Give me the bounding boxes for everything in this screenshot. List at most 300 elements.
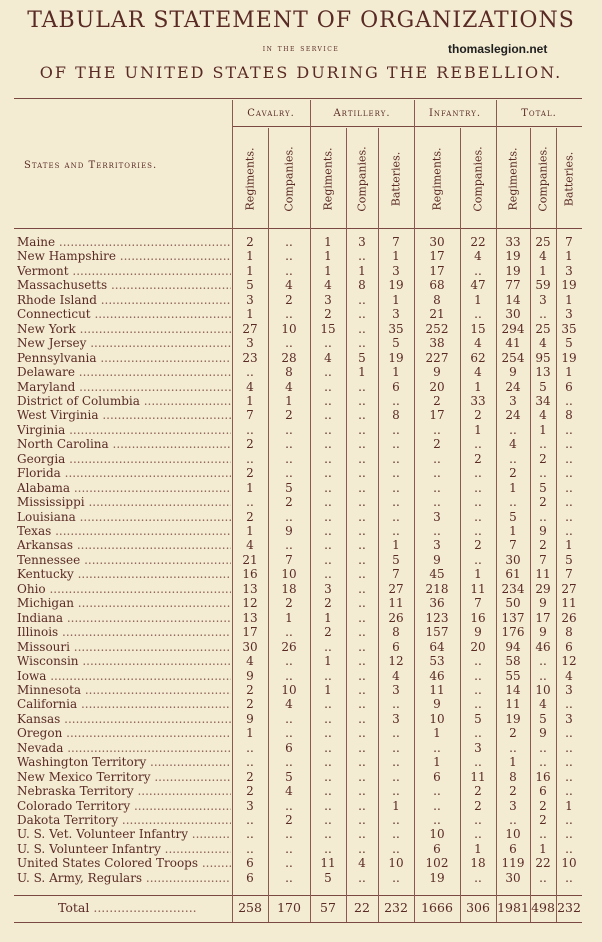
table-cell: 1 <box>565 798 573 813</box>
table-cell: 252 <box>425 321 449 336</box>
table-cell: .. <box>358 711 366 726</box>
table-row <box>0 871 602 886</box>
table-cell: .. <box>246 422 254 437</box>
table-cell: 6 <box>285 740 293 755</box>
table-cell: .. <box>392 726 400 741</box>
table-cell: 3 <box>509 393 517 408</box>
table-cell: 102 <box>425 856 449 871</box>
state-name: Connecticut ..... <box>17 307 231 322</box>
table-cell: 2 <box>285 813 293 827</box>
table-cell: 2 <box>539 495 547 510</box>
table-cell: 3 <box>392 682 400 697</box>
total-cell: 232 <box>557 900 581 915</box>
table-cell: 26 <box>388 610 404 625</box>
table-cell: .. <box>324 408 332 423</box>
table-cell: 2 <box>246 784 254 799</box>
table-cell: 3 <box>358 235 366 249</box>
state-name: West Virginia ..... <box>17 408 231 423</box>
table-cell: 1 <box>433 726 441 741</box>
table-cell: 11 <box>470 769 486 784</box>
table-cell: 2 <box>285 292 293 307</box>
table-cell: 22 <box>470 235 486 249</box>
table-cell: 1 <box>285 393 293 408</box>
total-cell: 170 <box>277 900 301 915</box>
subheader: Companies. <box>536 146 550 212</box>
title-line-3: OF THE UNITED STATES DURING THE REBELLION. <box>39 63 563 82</box>
table-row <box>0 481 602 496</box>
table-cell: 1 <box>324 654 332 669</box>
table-cell: 1 <box>324 263 332 278</box>
table-row <box>0 712 602 727</box>
table-cell: 2 <box>539 538 547 553</box>
table-row <box>0 741 602 756</box>
table-cell: .. <box>358 307 366 322</box>
table-cell: .. <box>285 263 293 278</box>
table-cell: .. <box>246 841 254 856</box>
table-cell: 9 <box>509 365 517 380</box>
table-cell: .. <box>392 451 400 466</box>
state-name: North Carolina ..... <box>17 437 231 452</box>
table-cell: .. <box>539 870 547 885</box>
table-cell: .. <box>433 422 441 437</box>
table-cell: 26 <box>561 610 577 625</box>
table-cell: .. <box>324 711 332 726</box>
table-cell: .. <box>285 422 293 437</box>
table-cell: .. <box>285 451 293 466</box>
table-cell: 1 <box>392 798 400 813</box>
table-cell: 28 <box>281 350 297 365</box>
table-cell: 19 <box>388 278 404 293</box>
table-cell: 1 <box>474 422 482 437</box>
table-cell: 3 <box>324 292 332 307</box>
table-cell: 1 <box>246 726 254 741</box>
table-cell: .. <box>539 509 547 524</box>
table-cell: 9 <box>539 625 547 640</box>
table-cell: .. <box>285 798 293 813</box>
table-cell: 1 <box>474 379 482 394</box>
group-rule <box>232 126 582 127</box>
table-cell: 3 <box>392 711 400 726</box>
table-cell: 9 <box>246 668 254 683</box>
table-cell: 5 <box>539 711 547 726</box>
table-cell: 46 <box>535 639 551 654</box>
table-cell: .. <box>358 437 366 452</box>
table-cell: .. <box>285 336 293 351</box>
state-name: U. S. Army, Regulars ..... <box>17 871 231 886</box>
table-cell: .. <box>358 292 366 307</box>
table-row <box>0 770 602 785</box>
table-row <box>0 697 602 712</box>
table-cell: 2 <box>433 393 441 408</box>
table-cell: 10 <box>561 856 577 871</box>
table-cell: 10 <box>535 682 551 697</box>
table-row <box>0 842 602 857</box>
table-cell: 1 <box>474 567 482 582</box>
table-cell: 2 <box>324 625 332 640</box>
table-cell: 8 <box>285 365 293 380</box>
table-cell: 4 <box>246 379 254 394</box>
table-cell: 35 <box>561 321 577 336</box>
table-cell: 6 <box>392 639 400 654</box>
table-cell: .. <box>324 697 332 712</box>
state-name: New York ..... <box>17 322 231 337</box>
table-cell: 30 <box>505 552 521 567</box>
table-cell: 35 <box>388 321 404 336</box>
table-cell: 2 <box>474 538 482 553</box>
table-cell: 19 <box>505 249 521 264</box>
table-cell: .. <box>246 365 254 380</box>
table-cell: 8 <box>509 769 517 784</box>
table-cell: 9 <box>433 552 441 567</box>
table-cell: .. <box>324 813 332 827</box>
table-row <box>0 799 602 814</box>
table-cell: 1 <box>246 393 254 408</box>
state-name: California ..... <box>17 697 231 712</box>
table-cell: .. <box>392 393 400 408</box>
table-cell: .. <box>392 841 400 856</box>
table-cell: .. <box>358 769 366 784</box>
table-cell: 38 <box>429 336 445 351</box>
table-cell: .. <box>285 841 293 856</box>
table-cell: 1 <box>246 249 254 264</box>
table-cell: 4 <box>539 336 547 351</box>
table-cell: .. <box>358 610 366 625</box>
total-cell: 232 <box>384 900 408 915</box>
header-total: Total. <box>521 108 557 119</box>
table-cell: 15 <box>320 321 336 336</box>
table-cell: 55 <box>505 668 521 683</box>
table-row <box>0 278 602 293</box>
table-cell: .. <box>324 393 332 408</box>
table-cell: .. <box>285 437 293 452</box>
state-name: Wisconsin ..... <box>17 654 231 669</box>
table-cell: 1 <box>246 480 254 495</box>
table-cell: .. <box>246 813 254 827</box>
table-cell: .. <box>392 480 400 495</box>
state-name: Mississippi ..... <box>17 495 231 510</box>
table-cell: 30 <box>429 235 445 249</box>
table-cell: .. <box>358 668 366 683</box>
subheader: Regiments. <box>321 147 335 211</box>
table-cell: .. <box>392 437 400 452</box>
table-cell: 2 <box>285 596 293 611</box>
table-cell: 1 <box>539 263 547 278</box>
total-cell: 57 <box>320 900 336 915</box>
table-cell: 7 <box>539 552 547 567</box>
table-cell: 25 <box>535 235 551 249</box>
table-cell: 1 <box>509 480 517 495</box>
table-cell: 19 <box>505 263 521 278</box>
table-cell: 11 <box>505 697 521 712</box>
table-cell: 58 <box>505 654 521 669</box>
table-cell: .. <box>324 668 332 683</box>
state-name: Virginia ..... <box>17 423 231 438</box>
table-cell: 6 <box>433 769 441 784</box>
table-cell: .. <box>474 755 482 770</box>
table-cell: .. <box>474 307 482 322</box>
table-cell: 3 <box>246 336 254 351</box>
table-cell: .. <box>392 524 400 538</box>
table-cell: 5 <box>392 336 400 351</box>
table-cell: .. <box>392 870 400 885</box>
table-cell: .. <box>285 249 293 264</box>
table-cell: .. <box>246 495 254 510</box>
state-name: Maryland ..... <box>17 380 231 395</box>
top-rule <box>14 98 582 99</box>
table-cell: 1 <box>246 524 254 538</box>
table-cell: 5 <box>246 278 254 293</box>
table-cell: 27 <box>242 321 258 336</box>
table-cell: 2 <box>509 726 517 741</box>
table-cell: .. <box>358 682 366 697</box>
table-cell: 4 <box>474 249 482 264</box>
table-cell: 45 <box>429 567 445 582</box>
table-cell: .. <box>324 841 332 856</box>
table-cell: 8 <box>433 292 441 307</box>
table-cell: 30 <box>505 307 521 322</box>
table-row <box>0 611 602 626</box>
table-cell: .. <box>358 393 366 408</box>
table-cell: 2 <box>246 466 254 481</box>
table-cell: 2 <box>539 451 547 466</box>
table-cell: 1 <box>392 292 400 307</box>
table-cell: 3 <box>392 307 400 322</box>
table-cell: 6 <box>433 841 441 856</box>
table-cell: 7 <box>246 408 254 423</box>
table-cell: 4 <box>474 365 482 380</box>
table-cell: 2 <box>539 813 547 827</box>
table-cell: 24 <box>505 408 521 423</box>
table-cell: .. <box>285 856 293 871</box>
table-cell: .. <box>358 827 366 842</box>
table-cell: .. <box>474 682 482 697</box>
table-cell: 1 <box>565 292 573 307</box>
table-cell: .. <box>358 422 366 437</box>
table-cell: 2 <box>474 798 482 813</box>
table-cell: 4 <box>358 856 366 871</box>
table-cell: .. <box>565 755 573 770</box>
state-name: U. S. Vet. Volunteer Infantry ..... <box>17 827 231 842</box>
table-cell: .. <box>392 697 400 712</box>
table-cell: .. <box>324 422 332 437</box>
table-row <box>0 827 602 842</box>
table-row <box>0 365 602 380</box>
table-cell: .. <box>358 509 366 524</box>
table-cell: 12 <box>561 654 577 669</box>
table-cell: 3 <box>509 798 517 813</box>
table-cell: .. <box>474 726 482 741</box>
table-cell: 22 <box>535 856 551 871</box>
table-cell: 1 <box>324 235 332 249</box>
table-cell: 10 <box>388 856 404 871</box>
table-cell: .. <box>474 552 482 567</box>
table-cell: 12 <box>388 654 404 669</box>
state-name: Iowa ..... <box>17 669 231 684</box>
table-cell: .. <box>358 870 366 885</box>
table-cell: 19 <box>388 350 404 365</box>
table-cell: 1 <box>565 249 573 264</box>
table-cell: 4 <box>539 697 547 712</box>
table-row <box>0 437 602 452</box>
table-cell: .. <box>565 769 573 784</box>
table-cell: 5 <box>285 769 293 784</box>
table-cell: 30 <box>505 870 521 885</box>
table-cell: .. <box>392 769 400 784</box>
table-cell: 9 <box>285 524 293 538</box>
table-cell: 1 <box>358 263 366 278</box>
table-cell: 11 <box>535 567 551 582</box>
table-cell: 6 <box>246 856 254 871</box>
state-name: New Jersey ..... <box>17 336 231 351</box>
table-cell: .. <box>565 697 573 712</box>
table-cell: 3 <box>433 538 441 553</box>
table-cell: 5 <box>324 870 332 885</box>
state-name: Nebraska Territory ..... <box>17 784 231 799</box>
table-cell: .. <box>285 235 293 249</box>
table-row <box>0 524 602 539</box>
table-cell: 157 <box>425 625 449 640</box>
table-row <box>0 351 602 366</box>
table-cell: 1 <box>433 755 441 770</box>
table-cell: 218 <box>425 581 449 596</box>
table-cell: .. <box>324 451 332 466</box>
table-cell: 5 <box>474 711 482 726</box>
total-cell: 1981 <box>497 900 529 915</box>
table-cell: 1 <box>324 682 332 697</box>
table-cell: .. <box>246 740 254 755</box>
table-cell: 9 <box>539 596 547 611</box>
table-cell: 3 <box>246 798 254 813</box>
table-cell: 5 <box>539 379 547 394</box>
table-cell: .. <box>565 422 573 437</box>
table-cell: 2 <box>474 408 482 423</box>
table-row <box>0 510 602 525</box>
title-line-1: TABULAR STATEMENT OF ORGANIZATIONS <box>27 8 575 33</box>
table-cell: .. <box>565 495 573 510</box>
table-cell: 94 <box>505 639 521 654</box>
table-cell: .. <box>474 654 482 669</box>
table-cell: .. <box>285 466 293 481</box>
table-row <box>0 726 602 741</box>
table-cell: 4 <box>285 379 293 394</box>
table-cell: 227 <box>425 350 449 365</box>
table-cell: .. <box>358 596 366 611</box>
table-row <box>0 640 602 655</box>
header-artillery: Artillery. <box>333 108 391 119</box>
header-infantry: Infantry. <box>428 108 482 119</box>
table-row <box>0 466 602 481</box>
table-cell: .. <box>324 552 332 567</box>
table-cell: 8 <box>392 408 400 423</box>
table-cell: .. <box>358 740 366 755</box>
table-cell: .. <box>285 870 293 885</box>
state-name: Kentucky ..... <box>17 567 231 582</box>
state-name: Massachusetts ..... <box>17 278 231 293</box>
table-cell: 33 <box>505 235 521 249</box>
table-cell: .. <box>433 451 441 466</box>
table-cell: 11 <box>470 581 486 596</box>
table-cell: .. <box>358 755 366 770</box>
table-cell: 234 <box>501 581 525 596</box>
table-cell: 11 <box>388 596 404 611</box>
table-cell: .. <box>358 379 366 394</box>
bottom-rule <box>14 922 582 923</box>
table-cell: 19 <box>429 870 445 885</box>
table-cell: 123 <box>425 610 449 625</box>
table-cell: .. <box>539 740 547 755</box>
subheader: Regiments. <box>506 147 520 211</box>
table-cell: .. <box>358 524 366 538</box>
table-cell: 10 <box>429 711 445 726</box>
table-cell: 4 <box>324 350 332 365</box>
table-cell: 20 <box>470 639 486 654</box>
table-cell: .. <box>474 870 482 885</box>
table-cell: 62 <box>470 350 486 365</box>
table-cell: .. <box>392 784 400 799</box>
table-cell: 13 <box>535 365 551 380</box>
table-cell: 36 <box>429 596 445 611</box>
total-label: Total ..... <box>58 898 228 918</box>
state-name: Rhode Island ..... <box>17 293 231 308</box>
table-cell: 27 <box>388 581 404 596</box>
table-cell: 4 <box>285 278 293 293</box>
table-cell: .. <box>358 639 366 654</box>
table-cell: .. <box>474 263 482 278</box>
table-cell: .. <box>358 841 366 856</box>
table-cell: 5 <box>565 336 573 351</box>
state-name: Dakota Territory ..... <box>17 813 231 828</box>
table-cell: .. <box>392 827 400 842</box>
table-cell: .. <box>392 740 400 755</box>
table-cell: .. <box>285 755 293 770</box>
table-cell: .. <box>324 538 332 553</box>
table-cell: .. <box>358 625 366 640</box>
state-name: Indiana ..... <box>17 611 231 626</box>
table-cell: 11 <box>429 682 445 697</box>
table-cell: .. <box>565 509 573 524</box>
table-cell: 1 <box>509 524 517 538</box>
table-cell: .. <box>246 755 254 770</box>
state-name: Washington Territory ..... <box>17 755 231 770</box>
table-cell: 1 <box>392 365 400 380</box>
table-cell: 4 <box>509 437 517 452</box>
table-row <box>0 625 602 640</box>
subheader: Regiments. <box>243 147 257 211</box>
table-cell: .. <box>565 466 573 481</box>
table-cell: 3 <box>565 307 573 322</box>
state-name: New Hampshire ..... <box>17 249 231 264</box>
table-cell: .. <box>509 451 517 466</box>
table-cell: 17 <box>535 610 551 625</box>
table-cell: 2 <box>474 784 482 799</box>
table-cell: 3 <box>539 292 547 307</box>
table-cell: .. <box>392 509 400 524</box>
table-cell: 15 <box>470 321 486 336</box>
state-name: Georgia ..... <box>17 452 231 467</box>
table-cell: .. <box>358 798 366 813</box>
table-cell: .. <box>358 249 366 264</box>
table-cell: 1 <box>324 249 332 264</box>
table-cell: .. <box>358 784 366 799</box>
table-cell: 4 <box>324 278 332 293</box>
table-cell: 1 <box>246 263 254 278</box>
table-cell: .. <box>285 827 293 842</box>
total-row <box>0 898 602 918</box>
table-cell: .. <box>539 668 547 683</box>
table-cell: 1 <box>285 610 293 625</box>
table-cell: .. <box>358 552 366 567</box>
total-cell: 22 <box>354 900 370 915</box>
